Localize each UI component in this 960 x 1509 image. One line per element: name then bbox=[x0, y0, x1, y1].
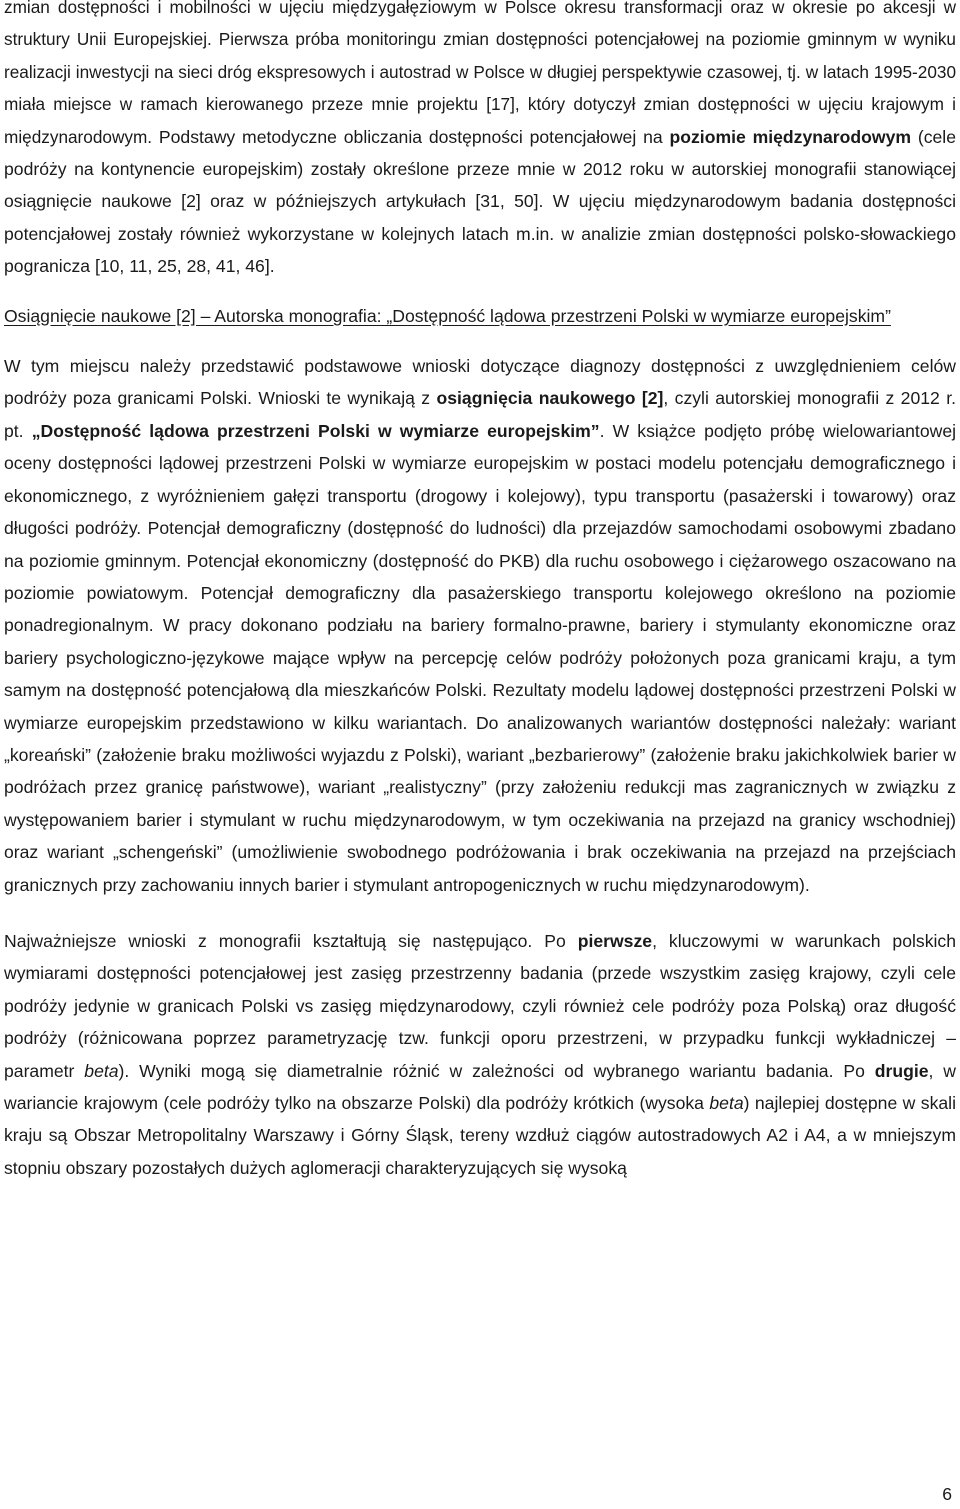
page-number: 6 bbox=[942, 1484, 952, 1504]
document-page bbox=[4, 0, 956, 1184]
paragraph-monograph-summary bbox=[4, 350, 956, 901]
paragraph-text: . W książce podjęto próbę wielowariantowej oceny dostępności lądowej przestrzeni Polski w wymiarze europejskim w postaci modelu potencjału demograficznego i ekonomicznego, z wyróżnieniem gałęzi transportu (drogowy i kolejowy), typu transportu (pasażerski i towarowy) oraz długości podróży. Potencjał demograficzny (dostępność do ludności) dla przejazdów samochodami osobowymi zbadano na poziomie gminnym. Potencjał ekonomiczny (dostępność do PKB) dla ruchu osobowego i ciężarowego oszacowano na poziomie powiatowym. Potencjał demograficzny dla pasażerskiego transportu kolejowego określono na poziomie ponadregionalnym. W pracy dokonano podziału na bariery formalno-prawne, bariery i stymulanty ekonomiczne oraz bariery psychologiczno-językowe mające wpływ na percepcję celów podróży położonych poza granicami kraju, a tym samym na dostępność potencjałową dla mieszkańców Polski. Rezultaty modelu lądowej dostępności przestrzeni Polski w wymiarze europejskim przedstawiono w kilku wariantach. Do analizowanych wariantów dostępności należały: wariant „koreański” (założenie braku możliwości wyjazdu z Polski), wariant „bezbarierowy” (założenie braku jakichkolwiek barier w podróżach przez granicę państwowe), wariant „realistyczny” (przy założeniu redukcji mas zagranicznych w związku z występowaniem barier i stymulant w ruchu międzynarodowym, w tym oczekiwania na przejazd na granicy wschodniej) oraz wariant „schengeński” (umożliwienie swobodnego podróżowania i brak oczekiwania na przejazd na przejściach granicznych przy zachowaniu innych barier i stymulant antropogenicznych w ruchu międzynarodowym). bbox=[4, 420, 957, 895]
emphasis-text: poziomie międzynarodowym bbox=[669, 126, 911, 147]
paragraph-text: W tym miejscu należy przedstawić podstawowe wnioski dotyczące diagnozy dostępności z uwzględnieniem celów podróży poza granicami Polski. Wnioski te wynikają z bbox=[4, 356, 956, 409]
paragraph-text: , czyli autorskiej monografii z 2012 r. pt. bbox=[4, 388, 956, 441]
paragraph-text: Podstawy metodyczne obliczania dostępności potencjałowej na bbox=[152, 126, 670, 147]
section-heading bbox=[4, 300, 956, 332]
italic-term: beta bbox=[84, 1060, 119, 1081]
paragraph-text: Najważniejsze wnioski z monografii kształtują się następująco. Po bbox=[4, 930, 578, 951]
paragraph-text: , kluczowymi w warunkach polskich wymiarami dostępności potencjałowej jest zasięg przestrzenny badania (przede wszystkim zasięg krajowy, czyli cele podróży jedynie w granicach Polski vs zasięg międzynarodowy, czyli również cele podróży poza Polską) oraz długość podróży (różnicowana poprzez parametryzację tzw. funkcji oporu przestrzeni, w przypadku funkcji wykładniczej – parametr bbox=[4, 930, 956, 1081]
italic-term: beta bbox=[709, 1093, 744, 1113]
section-heading-text: Osiągnięcie naukowe [2] – Autorska monografia: „Dostępność lądowa przestrzeni Polski w wymiarze europejskim” bbox=[4, 305, 891, 326]
paragraph-text: ). Wyniki mogą się diametralnie różnić w zależności od wybranego wariantu badania. Po bbox=[118, 1060, 875, 1081]
paragraph-text: (cele podróży na kontynencie europejskim) zostały określone przeze mnie w 2012 roku w autorskiej monografii stanowiącej osiągnięcie naukowe [2] oraz w późniejszych artykułach [31, 50]. W ujęciu międzynarodowym badania dostępności potencjałowej zostały również wykorzystane w kolejnych latach m.in. w analizie zmian dostępności polsko-słowackiego pogranicza [10, 11, 25, 28, 41, 46]. bbox=[4, 126, 956, 277]
paragraph-international-accessibility bbox=[4, 0, 956, 283]
paragraph-text: zmian dostępności i mobilności w ujęciu międzygałęziowym w Polsce okresu transformacji oraz w okresie po akcesji w struktury Unii Europejskiej. Pierwsza próba monitoringu zmian dostępności potencjałowej na poziomie gminnym w wyniku realizacji inwestycji na sieci dróg ekspresowych i autostrad w Polsce w długiej perspektywie czasowej, tj. w latach 1995-2030 miała miejsce w ramach kierowanego przeze mnie projektu [17], który dotyczył zmian dostępności w ujęciu krajowym i międzynarodowym. bbox=[4, 0, 956, 147]
emphasis-text: osiągnięcia naukowego [2] bbox=[436, 388, 664, 409]
paragraph-text: ) najlepiej dostępne w skali kraju są Obszar Metropolitalny Warszawy i Górny Śląsk, tereny wzdłuż ciągów autostradowych A2 i A4, a w mniejszym stopniu obszary pozostałych dużych aglomeracji charakteryzujących się wysoką bbox=[4, 1093, 956, 1178]
emphasis-text: pierwsze bbox=[577, 930, 653, 951]
emphasis-text: drugie bbox=[874, 1060, 929, 1081]
monograph-title: „Dostępność lądowa przestrzeni Polski w wymiarze europejskim” bbox=[31, 420, 600, 441]
paragraph-conclusions bbox=[4, 925, 956, 1184]
paragraph-text: , w wariancie krajowym (cele podróży tylko na obszarze Polski) dla podróży krótkich (wysoka bbox=[4, 1060, 956, 1113]
